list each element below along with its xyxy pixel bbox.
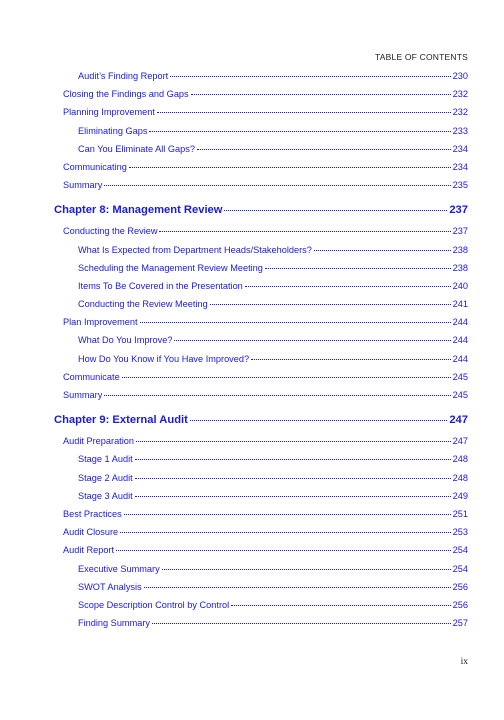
toc-entry-title: Planning Improvement [63,107,155,118]
toc-entry-page: 241 [452,299,468,310]
dot-leader [191,94,451,95]
toc-entry-page: 234 [452,161,468,172]
toc-entry-title: Eliminating Gaps [78,125,148,136]
toc-entry-page: 256 [452,599,468,610]
dot-leader [104,185,450,186]
toc-entry-title: Can You Eliminate All Gaps? [78,143,195,154]
dot-leader [149,131,450,132]
dot-leader [129,167,451,168]
toc-entry[interactable] [54,565,468,583]
toc-entry-title: Best Practices [63,508,122,519]
toc-entry-title: Stage 2 Audit [78,472,133,483]
toc-entry-page: 244 [452,317,468,328]
toc-entry-page: 247 [452,436,468,447]
toc-entry-page: 245 [452,371,468,382]
page-number: ix [460,657,468,667]
toc-entry-page: 256 [452,581,468,592]
toc-entry-title: Plan Improvement [63,317,138,328]
dot-leader [135,496,451,497]
toc-entry-page: 240 [452,280,468,291]
toc-entry-page: 230 [452,71,468,81]
toc-entry[interactable] [54,455,468,473]
dot-leader [144,587,451,588]
toc-entry[interactable] [54,373,468,391]
dot-leader [197,149,451,150]
toc-entry-title: Items To Be Covered in the Presentation [78,280,243,291]
dot-leader [174,340,450,341]
dot-leader [210,304,451,305]
toc-entry-page: 248 [452,472,468,483]
toc-entry-title: Conducting the Review Meeting [78,299,208,310]
dot-leader [120,532,451,533]
toc-entry[interactable] [54,355,468,373]
dot-leader [159,231,450,232]
toc-entry-title: Summary [63,180,103,191]
toc-entry-page: 245 [452,390,468,400]
toc-entry-page: 238 [452,244,468,255]
toc-entry[interactable] [54,474,468,492]
toc-entry-page: 232 [452,89,468,100]
toc-entry[interactable] [54,246,468,264]
dot-leader [224,210,447,211]
toc-entry-title: What Is Expected from Department Heads/Stakeholders? [78,244,312,255]
toc-entry-page: 254 [452,563,468,574]
toc-entry-title: What Do You Improve? [78,335,173,346]
toc-entry-title: Stage 1 Audit [78,454,133,465]
toc-entry-page: 251 [452,508,468,519]
toc-entry-title: Communicate [63,371,120,382]
toc-entry-title: SWOT Analysis [78,581,142,592]
toc-entry-title: Summary [63,390,103,400]
toc-entry-page: 254 [452,545,468,556]
dot-leader [140,322,451,323]
toc-entry-page: 244 [452,353,468,364]
toc-entry-title: Audit Closure [63,527,119,538]
toc-entry[interactable] [54,546,468,564]
toc-entry-title: How Do You Know if You Have Improved? [78,353,250,364]
toc-entry-page: 233 [452,125,468,136]
toc-entry-page: 237 [449,204,468,217]
dot-leader [245,286,451,287]
dot-leader [190,420,447,421]
toc-entry-title: Scope Description Control by Control [78,599,230,610]
toc-entry[interactable] [54,227,468,245]
toc-entry[interactable] [54,619,468,637]
toc-entry-page: 247 [449,414,468,427]
dot-leader [251,359,451,360]
dot-leader [135,459,451,460]
toc-entry[interactable] [54,108,468,126]
dot-leader [116,550,451,551]
toc-entry-title: Audit Preparation [63,436,134,447]
toc-entry-page: 248 [452,454,468,465]
table-of-contents [54,72,468,637]
toc-entry-title: Executive Summary [78,563,160,574]
dot-leader [157,112,451,113]
toc-entry-page: 237 [452,226,468,237]
dot-leader [265,268,451,269]
toc-entry[interactable] [54,510,468,528]
toc-entry-title: Conducting the Review [63,226,158,237]
toc-entry-title: Closing the Findings and Gaps [63,89,189,100]
toc-entry[interactable] [54,72,468,90]
toc-entry[interactable] [54,336,468,354]
toc-entry[interactable] [54,437,468,455]
toc-entry[interactable] [54,282,468,300]
toc-entry[interactable] [54,300,468,318]
toc-entry[interactable] [54,318,468,336]
dot-leader [136,441,451,442]
dot-leader [170,76,450,77]
toc-entry[interactable] [54,90,468,108]
toc-entry-page: 253 [452,527,468,538]
dot-leader [314,250,451,251]
running-header: TABLE OF CONTENTS [375,52,468,62]
dot-leader [231,605,451,606]
toc-entry[interactable] [54,145,468,163]
toc-entry-title: Finding Summary [78,618,150,629]
toc-entry-page: 244 [452,335,468,346]
toc-entry-page: 234 [452,143,468,154]
dot-leader [152,623,451,624]
toc-entry[interactable] [54,163,468,181]
toc-entry[interactable] [54,181,468,199]
toc-entry-title: Audit Report [63,545,115,556]
toc-entry[interactable] [54,264,468,282]
toc-entry-page: 238 [452,262,468,273]
toc-entry[interactable] [54,528,468,546]
toc-chapter-entry[interactable] [54,409,468,437]
toc-entry-title: Chapter 8: Management Review [54,204,223,217]
dot-leader [135,478,451,479]
toc-entry-title: Scheduling the Management Review Meeting [78,262,263,273]
toc-entry[interactable] [54,601,468,619]
toc-entry-page: 249 [452,490,468,501]
toc-entry-page: 257 [452,618,468,629]
dot-leader [124,514,451,515]
toc-entry[interactable] [54,391,468,409]
toc-entry-title: Chapter 9: External Audit [54,414,188,427]
toc-chapter-entry[interactable] [54,199,468,227]
toc-entry-title: Communicating [63,161,127,172]
toc-entry[interactable] [54,127,468,145]
toc-entry[interactable] [54,583,468,601]
dot-leader [162,569,451,570]
toc-entry[interactable] [54,492,468,510]
toc-entry-title: Audit’s Finding Report [78,71,169,81]
dot-leader [122,377,451,378]
toc-entry-title: Stage 3 Audit [78,490,133,501]
dot-leader [104,395,450,396]
toc-entry-page: 235 [452,180,468,191]
toc-entry-page: 232 [452,107,468,118]
